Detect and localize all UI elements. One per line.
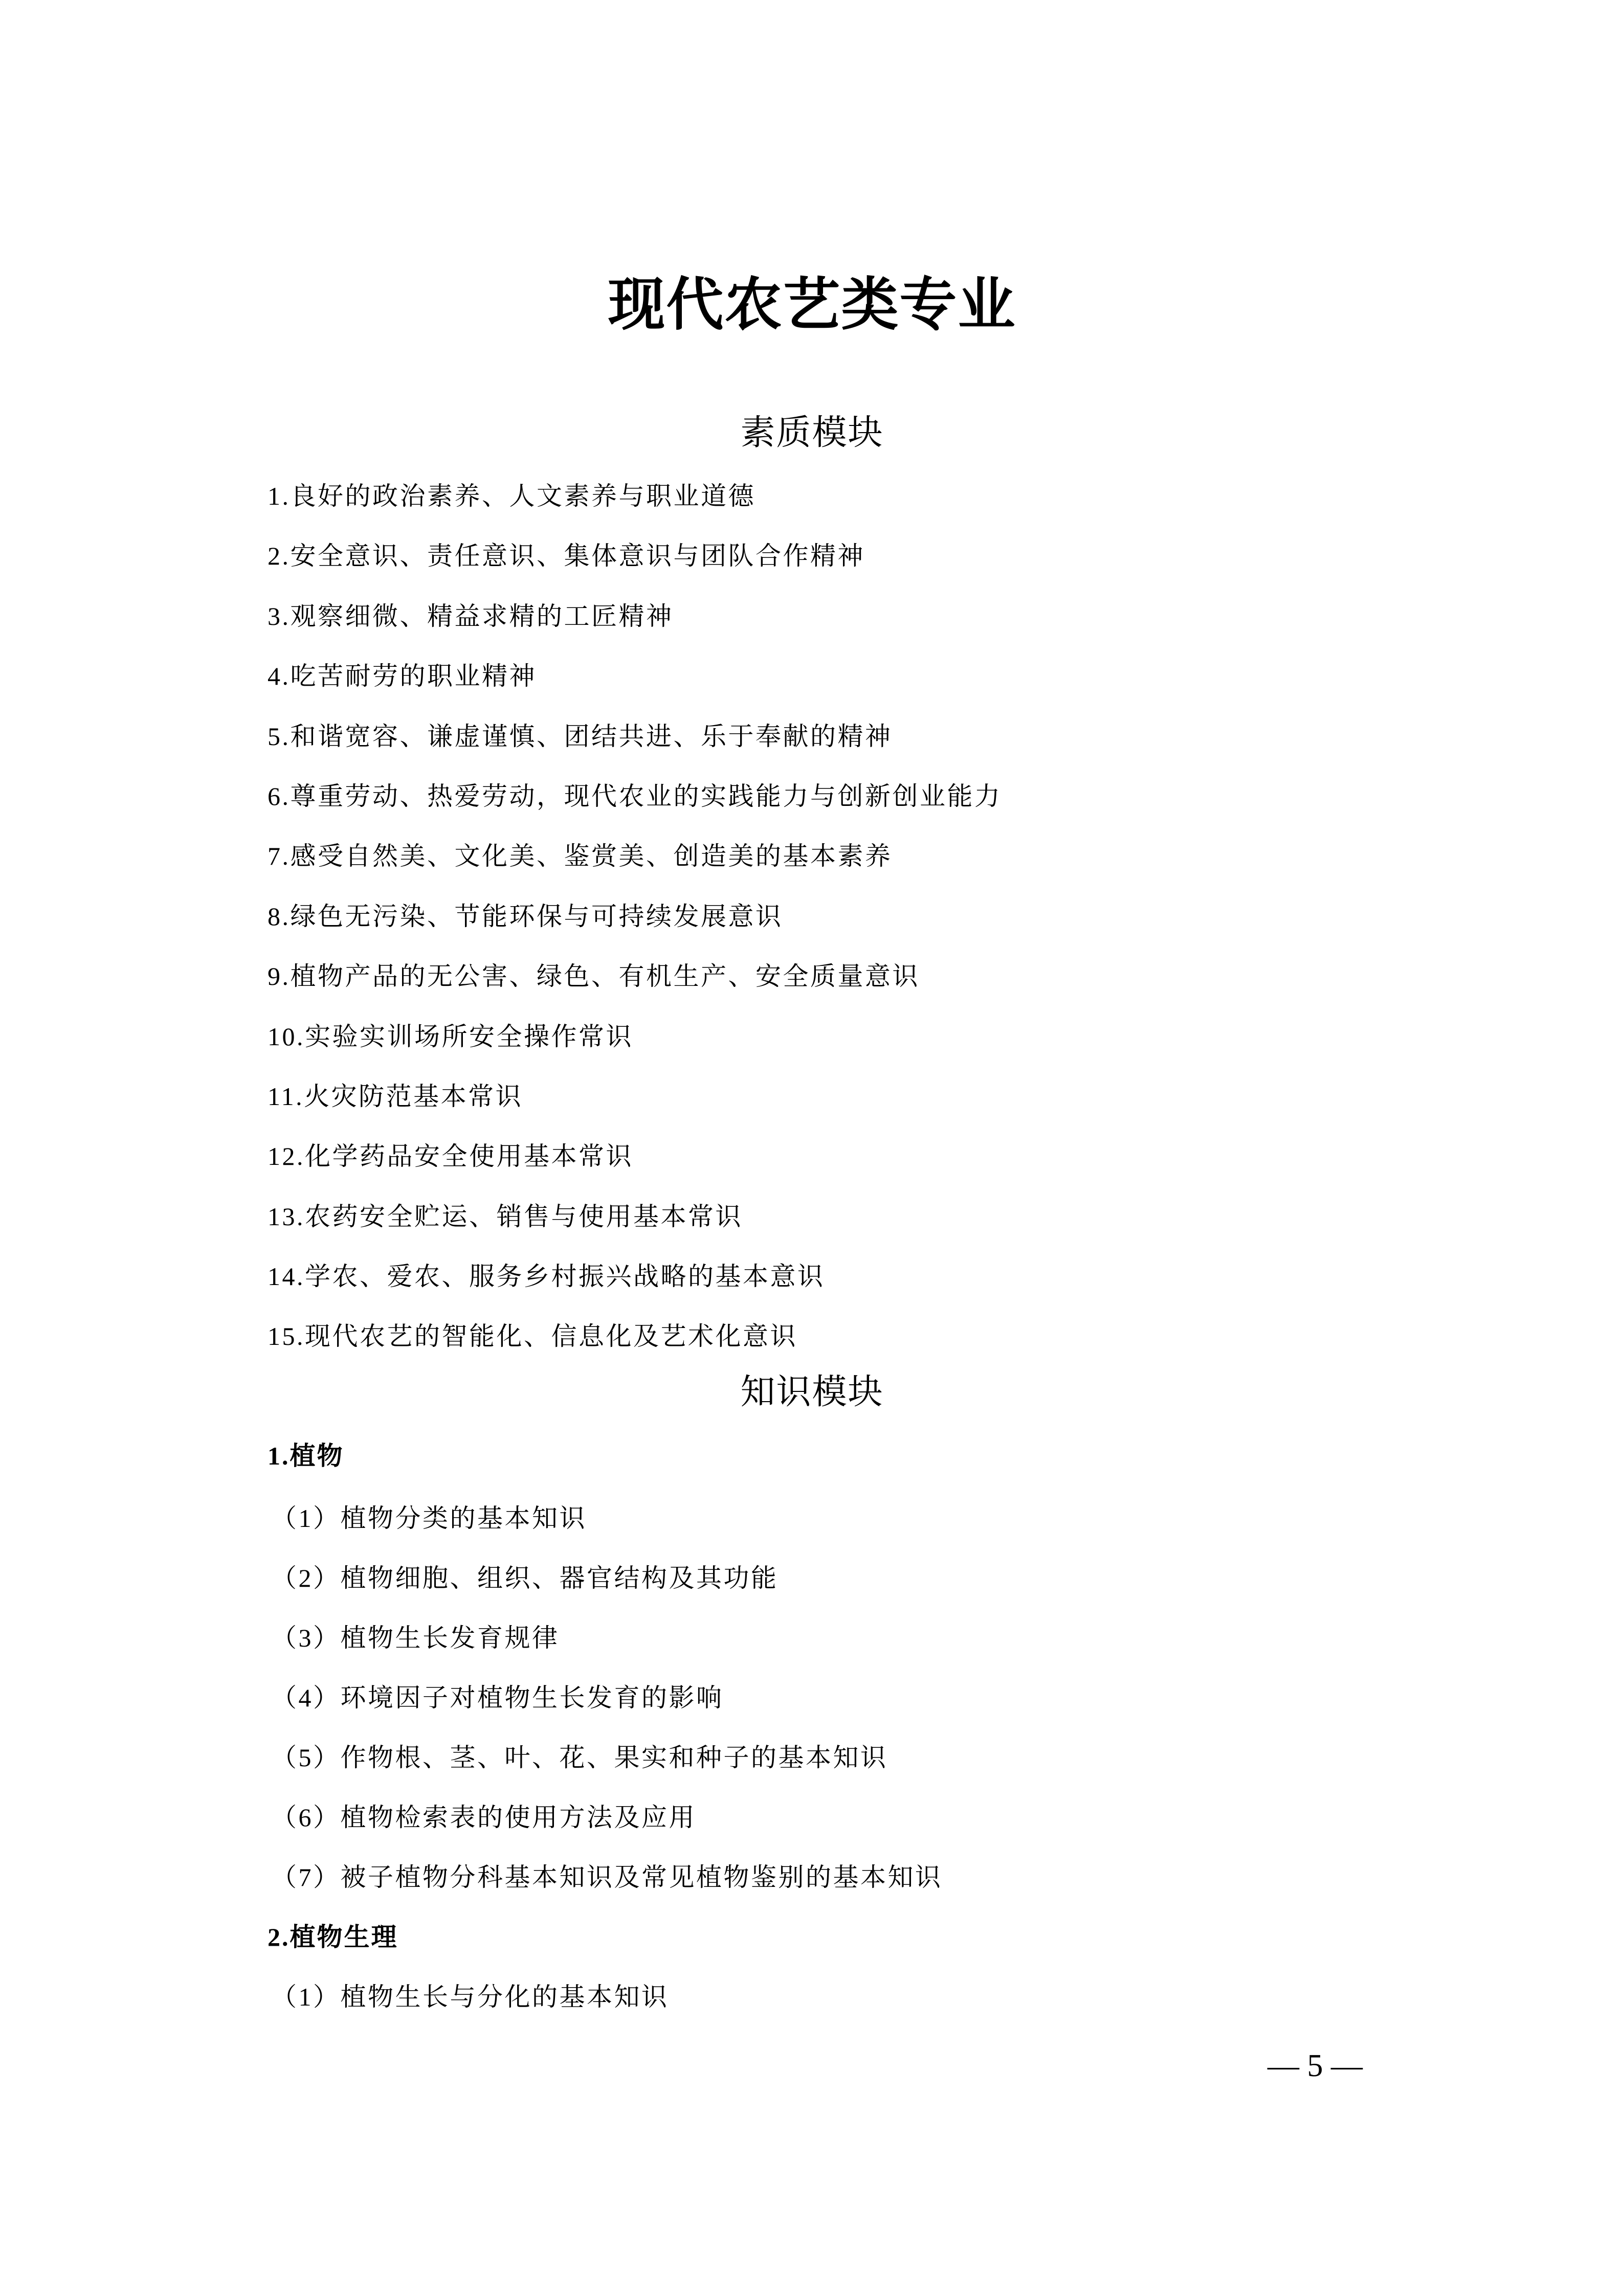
list-item: （3）植物生长发育规律 [271, 1624, 560, 1652]
page-title: 现代农艺类专业 [608, 271, 1016, 338]
list-item: 2.安全意识、责任意识、集体意识与团队合作精神 [268, 542, 865, 570]
list-item: （2）植物细胞、组织、器官结构及其功能 [271, 1564, 778, 1592]
subsection-heading: 1.植物 [268, 1442, 344, 1470]
list-item: 4.吃苦耐劳的职业精神 [268, 662, 537, 690]
list-item: 5.和谐宽容、谦虚谨慎、团结共进、乐于奉献的精神 [268, 722, 893, 751]
list-item: （1）植物生长与分化的基本知识 [271, 1983, 669, 2011]
subsection-heading: 2.植物生理 [268, 1923, 398, 1951]
list-item: 12.化学药品安全使用基本常识 [268, 1142, 633, 1170]
list-item: 1.良好的政治素养、人文素养与职业道德 [268, 482, 755, 510]
section-heading-knowledge: 知识模块 [740, 1372, 884, 1412]
list-item: 7.感受自然美、文化美、鉴赏美、创造美的基本素养 [268, 842, 893, 870]
list-item: 11.火灾防范基本常识 [268, 1082, 523, 1111]
list-item: （4）环境因子对植物生长发育的影响 [271, 1683, 724, 1712]
list-item: 3.观察细微、精益求精的工匠精神 [268, 602, 674, 631]
list-item: 9.植物产品的无公害、绿色、有机生产、安全质量意识 [268, 962, 920, 991]
page-number: — 5 — [1267, 2049, 1363, 2083]
list-item: 15.现代农艺的智能化、信息化及艺术化意识 [268, 1322, 797, 1350]
section-heading-quality: 素质模块 [740, 413, 884, 453]
list-item: 14.学农、爱农、服务乡村振兴战略的基本意识 [268, 1262, 825, 1291]
list-item: 10.实验实训场所安全操作常识 [268, 1022, 633, 1051]
list-item: （1）植物分类的基本知识 [271, 1504, 587, 1533]
list-item: （6）植物检索表的使用方法及应用 [271, 1803, 696, 1832]
list-item: 6.尊重劳动、热爱劳动，现代农业的实践能力与创新创业能力 [268, 782, 1002, 811]
list-item: 13.农药安全贮运、销售与使用基本常识 [268, 1202, 743, 1231]
list-item: （5）作物根、茎、叶、花、果实和种子的基本知识 [271, 1743, 888, 1772]
list-item: （7）被子植物分科基本知识及常见植物鉴别的基本知识 [271, 1863, 943, 1892]
list-item: 8.绿色无污染、节能环保与可持续发展意识 [268, 902, 783, 931]
